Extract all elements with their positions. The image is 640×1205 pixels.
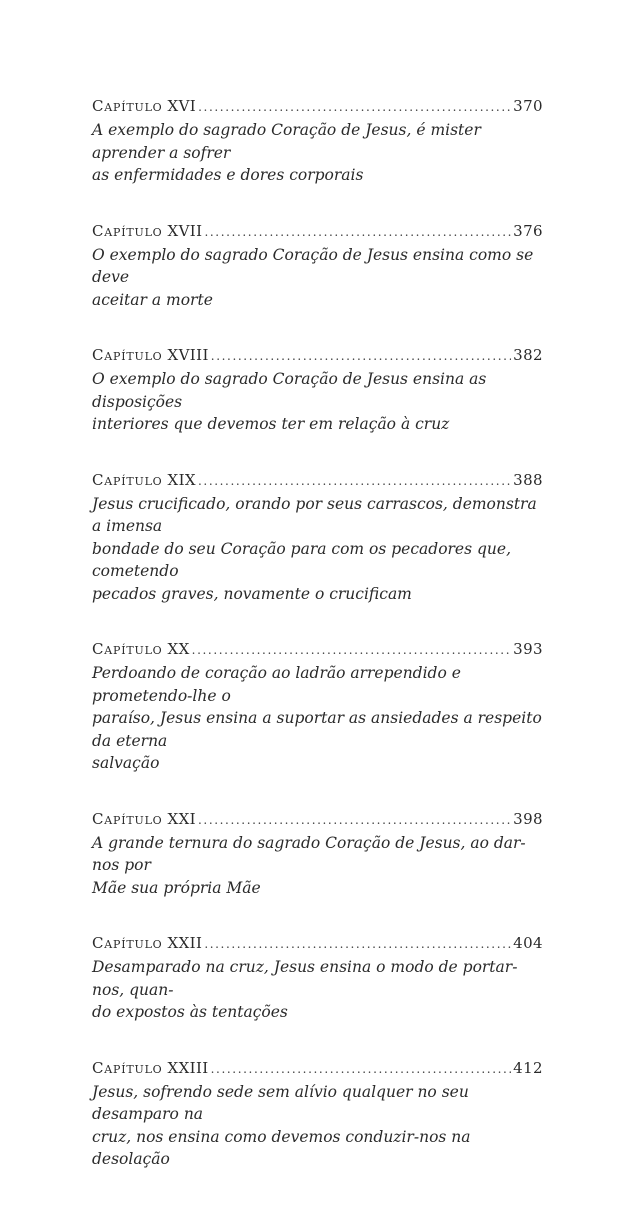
chapter-numeral: XVII <box>167 221 203 240</box>
chapter-numeral: XIX <box>167 470 196 489</box>
description-line: Jesus, sofrendo sede sem alívio qualquer no seu desamparo na <box>92 1082 469 1123</box>
dot-leader <box>198 97 511 117</box>
description-line: Desamparado na cruz, Jesus ensina o modo de portar-nos, quan- <box>92 958 518 999</box>
page-number: 388 <box>513 470 543 489</box>
page-number: 412 <box>513 1058 543 1077</box>
description-line: O exemplo do sagrado Coração de Jesus ensina as disposições <box>92 370 487 411</box>
chapter-description <box>92 662 543 775</box>
toc-entry[interactable] <box>92 1058 543 1171</box>
chapter-word: Capítulo <box>92 640 163 658</box>
description-line: A grande ternura do sagrado Coração de Jesus, ao dar-nos por <box>92 833 526 874</box>
dot-leader <box>198 471 511 491</box>
description-line: O exemplo do sagrado Coração de Jesus ensina como se deve <box>92 245 534 286</box>
description-line: paraíso, Jesus ensina a suportar as ansiedades a respeito da eterna <box>92 709 542 750</box>
chapter-numeral: XXII <box>167 934 203 952</box>
chapter-word: Capítulo <box>92 221 163 240</box>
description-line: Mãe sua própria Mãe <box>92 878 261 897</box>
toc-entry-heading <box>92 96 543 117</box>
chapter-word: Capítulo <box>92 97 163 115</box>
chapter-description <box>92 493 543 606</box>
chapter-numeral: XXIII <box>167 1058 209 1077</box>
page-number: 398 <box>513 809 543 828</box>
dot-leader <box>204 934 511 954</box>
toc-entry[interactable] <box>92 933 543 1024</box>
page-number: 376 <box>513 221 543 240</box>
chapter-numeral: XVI <box>167 97 197 115</box>
description-line: as enfermidades e dores corporais <box>92 166 364 184</box>
description-line: do expostos às tentações <box>92 1003 288 1021</box>
toc-entry-heading <box>92 470 543 491</box>
chapter-description <box>92 832 543 900</box>
toc-entry[interactable] <box>92 470 543 606</box>
toc-entry[interactable] <box>92 96 543 187</box>
chapter-word: Capítulo <box>92 934 163 952</box>
toc-entry[interactable] <box>92 345 543 436</box>
page-number: 404 <box>513 934 543 952</box>
toc-entry-heading <box>92 639 543 660</box>
description-line: cruz, nos ensina como devemos conduzir-nos na desolação <box>92 1127 471 1168</box>
toc-entry-heading <box>92 221 543 242</box>
toc-entry-heading <box>92 1058 543 1079</box>
page-number: 370 <box>513 97 543 115</box>
description-line: pecados graves, novamente o crucificam <box>92 584 412 603</box>
chapter-word: Capítulo <box>92 346 163 364</box>
chapter-description <box>92 1081 543 1171</box>
table-of-contents <box>92 96 543 1205</box>
description-line: Jesus crucificado, orando por seus carrascos, demonstra a imensa <box>92 494 537 535</box>
description-line: Perdoando de coração ao ladrão arrependido e prometendo-lhe o <box>92 664 461 705</box>
chapter-description <box>92 956 543 1024</box>
page-number: 382 <box>513 346 543 364</box>
toc-entry-heading <box>92 933 543 954</box>
chapter-numeral: XX <box>167 640 190 658</box>
chapter-word: Capítulo <box>92 1058 163 1077</box>
dot-leader <box>211 1059 512 1079</box>
description-line: interiores que devemos ter em relação à cruz <box>92 415 450 433</box>
toc-entry-heading <box>92 809 543 830</box>
chapter-description <box>92 368 543 436</box>
chapter-numeral: XXI <box>167 809 196 828</box>
chapter-word: Capítulo <box>92 809 163 828</box>
toc-entry[interactable] <box>92 221 543 312</box>
description-line: aceitar a morte <box>92 290 213 309</box>
description-line: A exemplo do sagrado Coração de Jesus, é mister aprender a sofrer <box>92 121 481 162</box>
dot-leader <box>198 810 511 830</box>
dot-leader <box>204 222 511 242</box>
page-number: 393 <box>513 640 543 658</box>
chapter-description <box>92 119 543 187</box>
chapter-numeral: XVIII <box>167 346 209 364</box>
dot-leader <box>211 346 511 366</box>
chapter-description <box>92 244 543 312</box>
toc-entry[interactable] <box>92 639 543 775</box>
chapter-word: Capítulo <box>92 470 163 489</box>
toc-entry[interactable] <box>92 809 543 900</box>
description-line: bondade do seu Coração para com os pecadores que, cometendo <box>92 539 511 580</box>
dot-leader <box>192 640 511 660</box>
description-line: salvação <box>92 754 160 772</box>
toc-entry-heading <box>92 345 543 366</box>
